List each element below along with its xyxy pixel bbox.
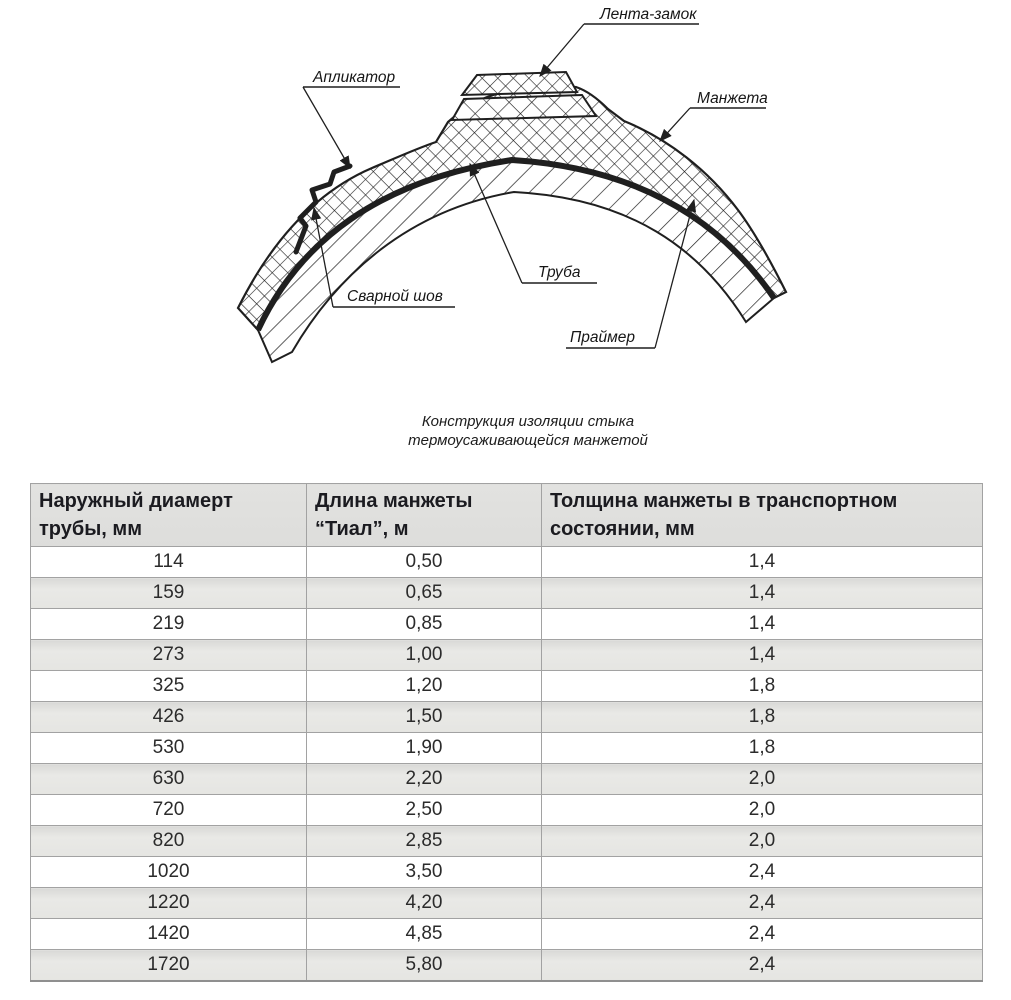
label-primer: Праймер [570,329,635,346]
table-cell: 2,50 [307,795,542,826]
diagram-caption-line1: Конструкция изоляции стыка [421,413,635,430]
leader-line-applicator [303,87,350,168]
table-cell: 3,50 [307,857,542,888]
table-cell: 1,8 [542,733,983,764]
table-row [31,795,983,826]
label-applicator: Апликатор [313,69,396,86]
table-row [31,640,983,671]
table-cell: 820 [31,826,307,857]
table-row [31,950,983,982]
table-row [31,547,983,578]
table-cell: 1020 [31,857,307,888]
table-row [31,764,983,795]
table-cell: 426 [31,702,307,733]
label-weld-seam: Сварной шов [347,288,443,305]
table-cell: 325 [31,671,307,702]
table-cell: 2,0 [542,764,983,795]
table-cell: 2,4 [542,857,983,888]
table-cell: 1,4 [542,547,983,578]
table-cell: 1720 [31,950,307,982]
table-cell: 159 [31,578,307,609]
joint-insulation-diagram [0,0,1011,460]
table-cell: 5,80 [307,950,542,982]
leader-line-lock-tape [540,24,584,76]
table-cell: 4,85 [307,919,542,950]
label-sleeve: Манжета [697,90,768,107]
table-row [31,919,983,950]
table-cell: 1,8 [542,702,983,733]
diagram-caption [0,412,1011,450]
table-cell: 0,65 [307,578,542,609]
table-cell: 0,50 [307,547,542,578]
table-cell: 4,20 [307,888,542,919]
table-row [31,702,983,733]
table-cell: 1,50 [307,702,542,733]
col-header-sleeve-length: Длина манжеты “Тиал”, м [307,484,542,547]
table-cell: 2,4 [542,919,983,950]
table-cell: 273 [31,640,307,671]
table-row [31,733,983,764]
table-cell: 2,20 [307,764,542,795]
table-cell: 530 [31,733,307,764]
diagram-caption-line2: термоусаживающейся манжетой [408,432,648,449]
table-cell: 1,00 [307,640,542,671]
lock-tape-strip [462,72,577,95]
table-cell: 2,0 [542,795,983,826]
table-cell: 2,4 [542,888,983,919]
table-cell: 630 [31,764,307,795]
table-cell: 2,4 [542,950,983,982]
table-cell: 1220 [31,888,307,919]
table-cell: 219 [31,609,307,640]
label-lock-tape: Лента-замок [600,6,697,23]
table-row [31,826,983,857]
col-header-sleeve-thickness: Толщина манжеты в транспортном состоянии, мм [542,484,983,547]
table-cell: 1,4 [542,640,983,671]
table-cell: 2,85 [307,826,542,857]
table-row [31,671,983,702]
table-cell: 1,20 [307,671,542,702]
table-row [31,578,983,609]
table-cell: 1,8 [542,671,983,702]
table-header-row [31,484,983,547]
table-cell: 720 [31,795,307,826]
table-row [31,609,983,640]
table-row [31,857,983,888]
label-pipe: Труба [538,264,581,281]
table-row [31,888,983,919]
table-cell: 1,4 [542,609,983,640]
table-cell: 1420 [31,919,307,950]
table-cell: 114 [31,547,307,578]
leader-line-sleeve [660,108,690,141]
table-cell: 1,90 [307,733,542,764]
sleeve-size-table [30,483,983,982]
applicator-patch [452,95,596,120]
col-header-pipe-diameter: Наружный диамерт трубы, мм [31,484,307,547]
table-cell: 0,85 [307,609,542,640]
table-cell: 2,0 [542,826,983,857]
table-cell: 1,4 [542,578,983,609]
